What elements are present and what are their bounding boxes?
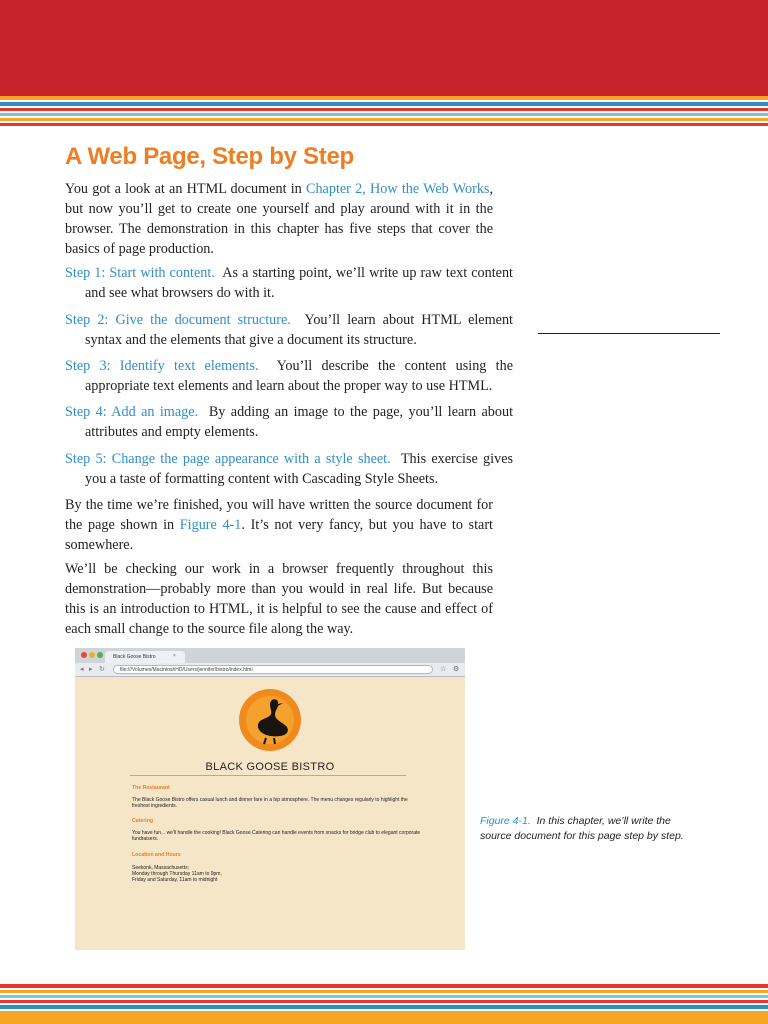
intro-paragraph xyxy=(65,179,493,259)
site-title-rule xyxy=(130,775,406,776)
section-text-restaurant: The Black Goose Bistro offers casual lunch and dinner fare in a hip atmosphere. The menu changes regularly to highlight the freshest ingredients. xyxy=(132,797,408,809)
step-item-2 xyxy=(65,310,513,350)
paragraph-checking-work: We’ll be checking our work in a browser frequently throughout this demonstration—probably more than you would in real life. But because this is an introduction to HTML, it is helpful to see the cause and effect of each small change to the source file along the way. xyxy=(65,561,493,637)
figure-4-1-link[interactable]: Figure 4-1 xyxy=(179,517,242,533)
margin-rule xyxy=(538,333,720,334)
step-label: Step 5: Change the page appearance with a style sheet. xyxy=(65,451,391,467)
step-label: Step 2: Give the document structure. xyxy=(65,312,291,328)
step-text: You’ll learn about HTML element syntax and the elements that give a document its structure. xyxy=(85,312,513,348)
step-text: This exercise gives you a taste of formatting content with Cascading Style Sheets. xyxy=(85,451,514,487)
step-item-5 xyxy=(65,449,513,489)
decorative-stripes-top xyxy=(0,96,768,126)
wrench-icon[interactable]: ⚙ xyxy=(453,666,460,673)
location-line-2: Monday through Thursday 11am to 9pm, xyxy=(132,871,222,877)
minimize-window-icon[interactable] xyxy=(89,652,95,658)
chapter-2-link[interactable]: Chapter 2, How the Web Works xyxy=(306,181,490,197)
reload-icon[interactable]: ↻ xyxy=(99,666,105,673)
stripe-band xyxy=(0,1011,768,1024)
step-item-4 xyxy=(65,402,513,442)
page-title: A Web Page, Step by Step xyxy=(65,143,354,170)
browser-tab-title: Black Goose Bistro xyxy=(113,654,156,660)
step-item-1 xyxy=(65,263,513,303)
figure-caption xyxy=(480,814,690,844)
section-heading-location: Location and Hours xyxy=(132,852,181,858)
caption-text: In this chapter, we’ll write the source document for this page step by step. xyxy=(480,815,684,842)
section-text-catering: You have fun... we'll handle the cooking! Black Goose Catering can handle events from snacks for bridge club to elegant corporate fundraisers. xyxy=(132,830,421,842)
location-line-1: Seekonk, Massachusetts; xyxy=(132,865,189,871)
header-band xyxy=(0,0,768,96)
intro-text-end: , but now you’ll get to create one yourself and play around with it in the browser. The demonstration in this chapter has five steps that cover the basics of page production. xyxy=(65,181,493,257)
figure-browser-screenshot xyxy=(75,648,465,950)
intro-text-start: You got a look at an HTML document in xyxy=(65,181,306,197)
close-window-icon[interactable] xyxy=(81,652,87,658)
step-text: As a starting point, we’ll write up raw text content and see what browsers do with it. xyxy=(85,265,513,301)
browser-toolbar xyxy=(75,663,465,677)
step-label: Step 3: Identify text elements. xyxy=(65,358,259,374)
back-arrow-icon[interactable]: ◂ xyxy=(80,666,84,673)
forward-arrow-icon[interactable]: ▸ xyxy=(89,666,93,673)
stripe-band xyxy=(0,123,768,126)
browser-tab-bar xyxy=(75,648,465,663)
step-label: Step 4: Add an image. xyxy=(65,404,199,420)
location-line-3: Friday and Saturday, 11am to midnight xyxy=(132,877,218,883)
para2-text-start: By the time we’re finished, you will have written the source document for the page shown in xyxy=(65,497,493,533)
site-title: BLACK GOOSE BISTRO xyxy=(205,761,335,773)
zoom-window-icon[interactable] xyxy=(97,652,103,658)
address-bar[interactable] xyxy=(113,665,433,674)
para2-text-end: . It’s not very fancy, but you have to start somewhere. xyxy=(65,517,493,553)
step-item-3 xyxy=(65,356,513,396)
tab-close-icon[interactable]: × xyxy=(173,653,176,659)
section-heading-catering: Catering xyxy=(132,818,154,824)
black-goose-logo-icon xyxy=(238,688,302,752)
step-label: Step 1: Start with content. xyxy=(65,265,215,281)
address-text: file:///Volumes/MacintoshHD/Users/jennifer/bistro/index.html xyxy=(120,667,253,673)
caption-label: Figure 4-1. xyxy=(480,815,531,827)
paragraph-figure-reference xyxy=(65,495,493,555)
step-text: You’ll describe the content using the appropriate text elements and learn about the proper way to use HTML. xyxy=(85,358,513,394)
decorative-stripes-bottom xyxy=(0,984,768,1024)
step-text: By adding an image to the page, you’ll learn about attributes and empty elements. xyxy=(85,404,514,440)
bookmark-star-icon[interactable]: ☆ xyxy=(440,666,447,673)
section-heading-restaurant: The Restaurant xyxy=(132,785,170,791)
